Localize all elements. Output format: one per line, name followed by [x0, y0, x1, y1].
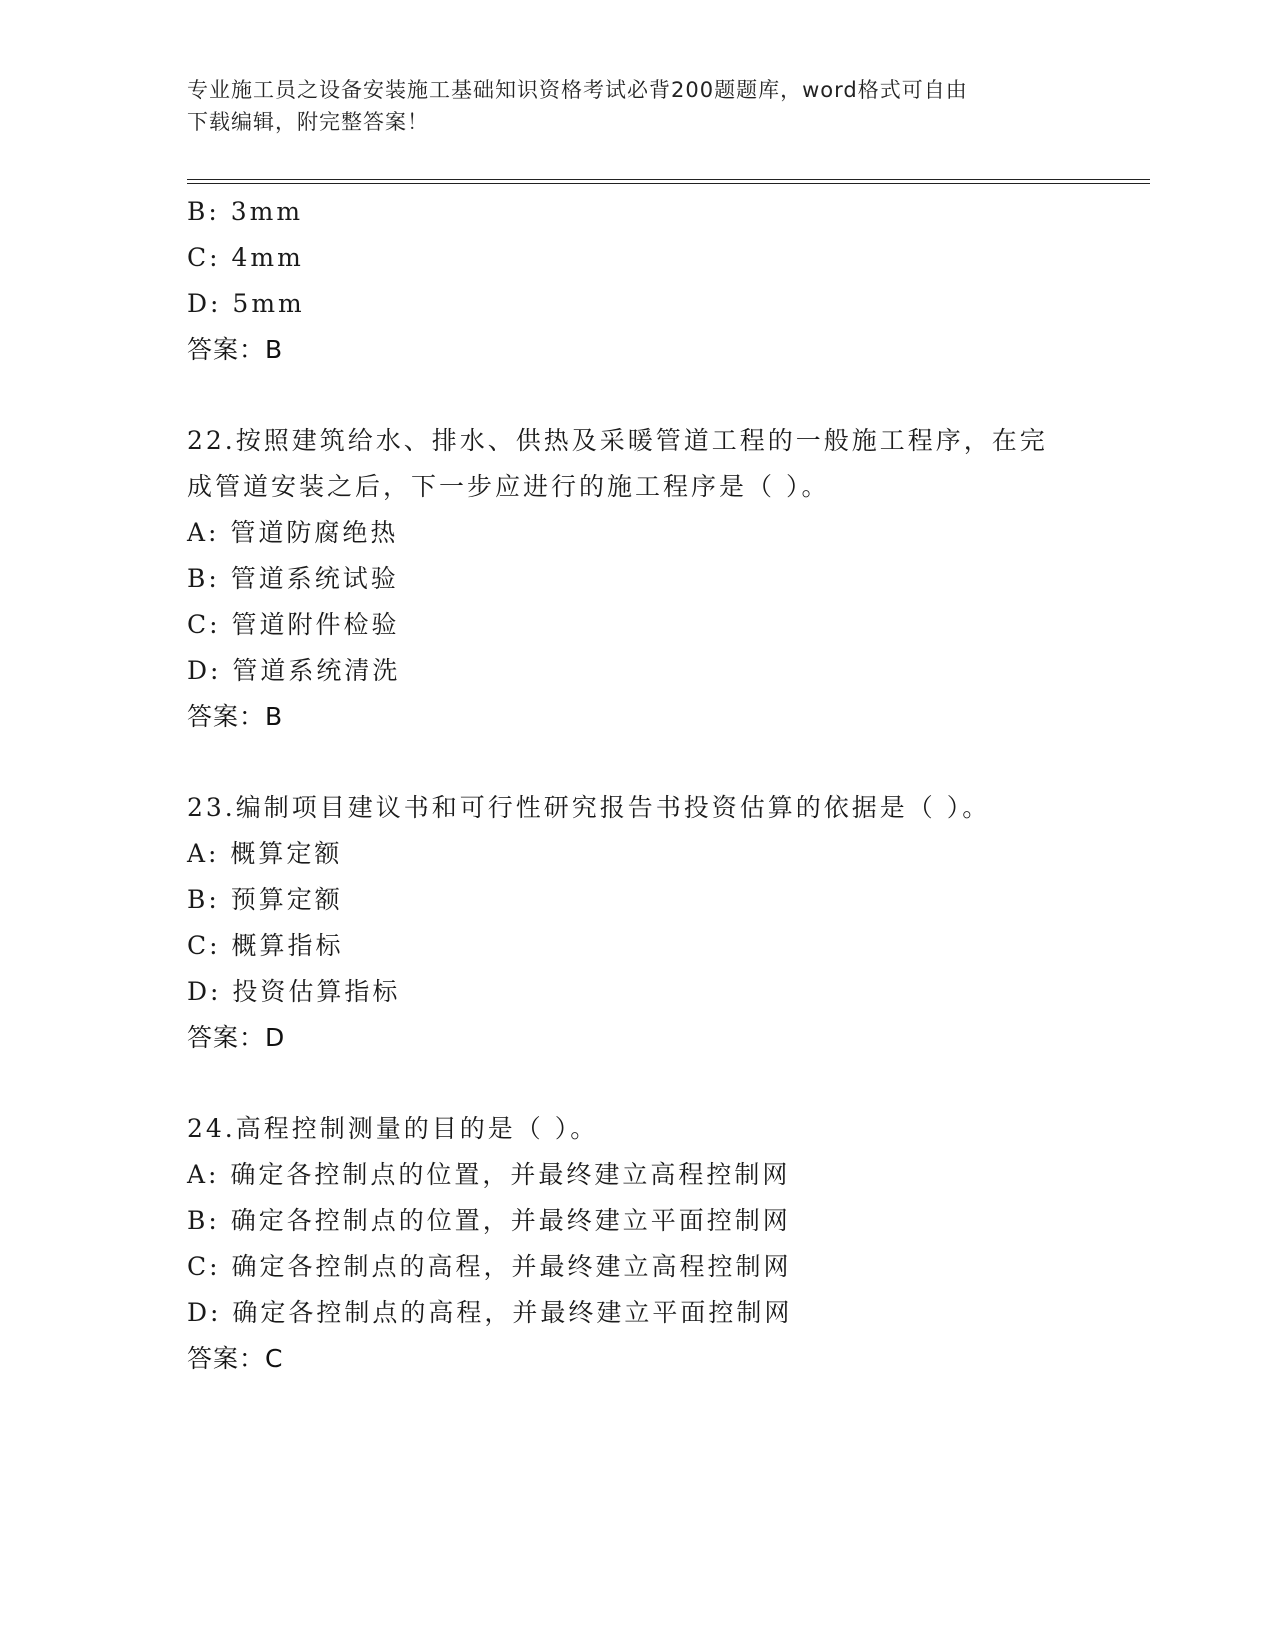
question-stem: 23.编制项目建议书和可行性研究报告书投资估算的依据是（ ）。	[187, 793, 991, 822]
header-divider-top	[187, 179, 1150, 180]
document-header	[187, 74, 1087, 138]
question-list	[187, 189, 1147, 1382]
spacer	[187, 740, 1147, 785]
option-a: A: 确定各控制点的位置，并最终建立高程控制网	[187, 1160, 791, 1189]
spacer	[187, 373, 1147, 418]
option-b: B: 确定各控制点的位置，并最终建立平面控制网	[187, 1206, 791, 1235]
header-line-1: 专业施工员之设备安装施工基础知识资格考试必背200题题库，word格式可自由	[187, 78, 968, 102]
answer-line: 答案：B	[187, 702, 284, 731]
question-24	[187, 1106, 1147, 1382]
header-line-2: 下载编辑，附完整答案！	[187, 110, 429, 134]
answer-line: 答案：C	[187, 1344, 284, 1373]
option-d: D: 投资估算指标	[187, 977, 401, 1006]
option-a: A: 概算定额	[187, 839, 343, 868]
question-21-tail	[187, 189, 1147, 373]
option-b: B: 3mm	[187, 197, 304, 226]
option-d: D: 5mm	[187, 289, 305, 318]
question-stem: 22.按照建筑给水、排水、供热及采暖管道工程的一般施工程序，在完	[187, 426, 1048, 455]
header-divider-bottom	[187, 183, 1150, 184]
option-c: C: 管道附件检验	[187, 610, 400, 639]
option-b: B: 预算定额	[187, 885, 343, 914]
question-stem: 24.高程控制测量的目的是（ ）。	[187, 1114, 599, 1143]
option-c: C: 概算指标	[187, 931, 344, 960]
option-c: C: 确定各控制点的高程，并最终建立高程控制网	[187, 1252, 792, 1281]
answer-line: 答案：D	[187, 1023, 286, 1052]
question-stem-continued: 成管道安装之后，下一步应进行的施工程序是（ ）。	[187, 472, 830, 501]
spacer	[187, 1061, 1147, 1106]
question-23	[187, 785, 1147, 1061]
option-d: D: 管道系统清洗	[187, 656, 401, 685]
question-22	[187, 418, 1147, 740]
answer-line: 答案：B	[187, 335, 284, 364]
option-b: B: 管道系统试验	[187, 564, 399, 593]
option-a: A: 管道防腐绝热	[187, 518, 399, 547]
option-c: C: 4mm	[187, 243, 304, 272]
option-d: D: 确定各控制点的高程，并最终建立平面控制网	[187, 1298, 793, 1327]
